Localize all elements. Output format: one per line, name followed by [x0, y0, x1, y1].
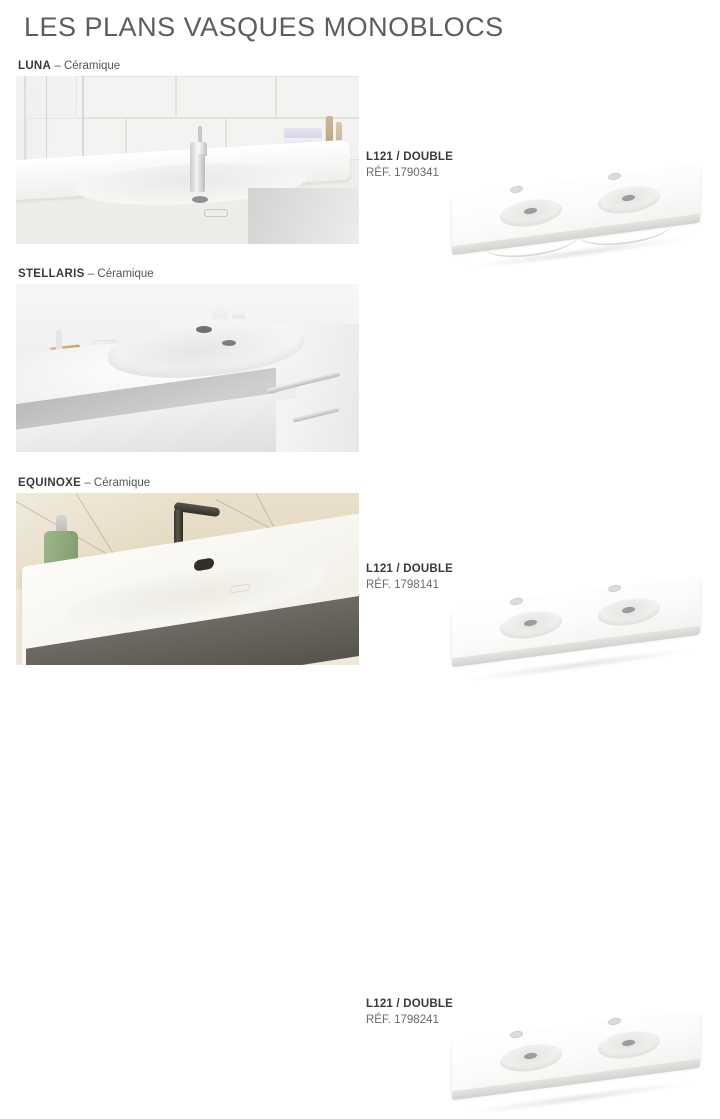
product-material: Céramique [93, 477, 151, 489]
toothbrush [56, 330, 62, 350]
product-name: LUNA [18, 60, 52, 72]
product-header [18, 268, 154, 280]
page-title: LES PLANS VASQUES MONOBLOCS [24, 12, 504, 42]
product-reference: RÉF. 1790341 [366, 166, 439, 179]
drain-icon [222, 340, 236, 346]
product-separator: – [54, 60, 61, 72]
product-label [366, 562, 453, 593]
wall-tile [176, 76, 276, 118]
wall-tile [76, 76, 176, 118]
product-photo-equinoxe [16, 493, 359, 665]
wall-tile [276, 76, 359, 118]
product-header [18, 477, 150, 489]
product-variant: L121 / DOUBLE [366, 151, 453, 163]
vanity-cabinet-side [248, 188, 358, 244]
product-name: STELLARIS [18, 268, 85, 280]
product-material: Céramique [97, 268, 154, 280]
product-variant: L121 / DOUBLE [366, 563, 453, 575]
product-separator: – [87, 268, 95, 280]
product-label [366, 150, 453, 181]
product-render [452, 1009, 704, 1119]
product-header [18, 60, 120, 72]
product-reference: RÉF. 1798141 [366, 578, 439, 591]
product-photo-stellaris [16, 284, 359, 452]
product-separator: – [84, 477, 91, 489]
product-render [452, 576, 704, 686]
product-variant: L121 / DOUBLE [366, 998, 453, 1010]
product-name: EQUINOXE [18, 477, 82, 489]
product-render [452, 164, 704, 274]
drain-icon [196, 326, 212, 333]
product-material: Céramique [63, 60, 121, 72]
product-reference: RÉF. 1798241 [366, 1013, 439, 1026]
product-label [366, 997, 453, 1028]
product-photo-luna [16, 76, 359, 244]
